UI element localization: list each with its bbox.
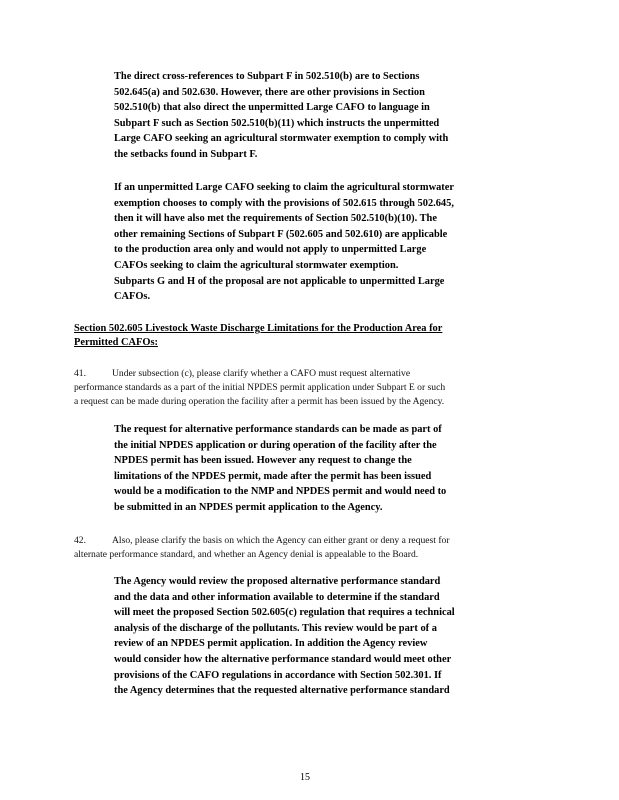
section-heading — [74, 322, 554, 350]
text-line: The Agency would review the proposed alternative performance standard — [114, 576, 441, 587]
text-line: a request can be made during operation the facility after a permit has been issued by the Agency. — [74, 396, 445, 407]
text-line: Subparts G and H of the proposal are not applicable to unpermitted Large — [114, 275, 445, 287]
text-line: the setbacks found in Subpart F. — [114, 148, 258, 160]
text-line: would be a modification to the NMP and NPDES permit and would need to — [114, 486, 447, 498]
text-line: then it will have also met the requirements of Section 502.510(b)(10). The — [114, 213, 437, 225]
text-line: performance standards as a part of the initial NPDES permit application under Subpart E or such — [74, 382, 446, 393]
text-line: limitations of the NPDES permit, made after the permit has been issued — [114, 470, 432, 482]
text-line: would consider how the alternative performance standard would meet other — [114, 653, 452, 665]
paragraph-stormwater-exemption — [114, 180, 514, 305]
question-text: Under subsection (c), please clarify whether a CAFO must request alternative — [112, 368, 411, 379]
text-line: review of an NPDES permit application. In addition the Agency review — [114, 638, 428, 650]
question-number: 41. — [74, 368, 86, 379]
text-line: exemption chooses to comply with the provisions of 502.615 through 502.645, — [114, 197, 454, 209]
answer-41 — [114, 422, 514, 516]
text-line: the initial NPDES application or during operation of the facility after the — [114, 439, 437, 451]
text-line: The direct cross-references to Subpart F in 502.510(b) are to Sections — [114, 71, 420, 82]
text-line: The request for alternative performance standards can be made as part of — [114, 424, 442, 435]
section-heading-line: Permitted CAFOs: — [74, 337, 158, 348]
text-line: 502.645(a) and 502.630. However, there are other provisions in Section — [114, 86, 425, 98]
text-line: provisions of the CAFO regulations in accordance with Section 502.301. If — [114, 669, 442, 681]
text-line: and the data and other information available to determine if the standard — [114, 591, 440, 603]
text-line: alternate performance standard, and whether an Agency denial is appealable to the Board. — [74, 549, 419, 560]
text-line — [74, 367, 564, 381]
text-line: 502.510(b) that also direct the unpermitted Large CAFO to language in — [114, 102, 430, 114]
text-line: NPDES permit has been issued. However any request to change the — [114, 455, 412, 467]
text-line: Subpart F such as Section 502.510(b)(11) which instructs the unpermitted — [114, 117, 440, 129]
question-41 — [74, 367, 564, 409]
paragraph-subpart-f-cross-references — [114, 69, 514, 163]
question-text: Also, please clarify the basis on which the Agency can either grant or deny a request for — [112, 535, 450, 546]
text-line: be submitted in an NPDES permit application to the Agency. — [114, 501, 383, 513]
text-line: If an unpermitted Large CAFO seeking to claim the agricultural stormwater — [114, 182, 454, 193]
answer-42 — [114, 574, 514, 699]
text-line — [74, 534, 564, 548]
text-line: CAFOs seeking to claim the agricultural stormwater exemption. — [114, 259, 399, 271]
text-line: CAFOs. — [114, 291, 151, 303]
text-line: to the production area only and would not apply to unpermitted Large — [114, 244, 427, 256]
section-heading-line: Section 502.605 Livestock Waste Discharge Limitations for the Production Area for — [74, 323, 443, 334]
question-number: 42. — [74, 535, 86, 546]
text-line: Large CAFO seeking an agricultural stormwater exemption to comply with — [114, 133, 449, 145]
text-line: other remaining Sections of Subpart F (502.605 and 502.610) are applicable — [114, 228, 448, 240]
question-42 — [74, 534, 564, 562]
text-line: will meet the proposed Section 502.605(c) regulation that requires a technical — [114, 607, 455, 619]
text-line: analysis of the discharge of the pollutants. This review would be part of a — [114, 622, 437, 634]
text-line: the Agency determines that the requested alternative performance standard — [114, 685, 450, 697]
page-number: 15 — [300, 772, 310, 783]
